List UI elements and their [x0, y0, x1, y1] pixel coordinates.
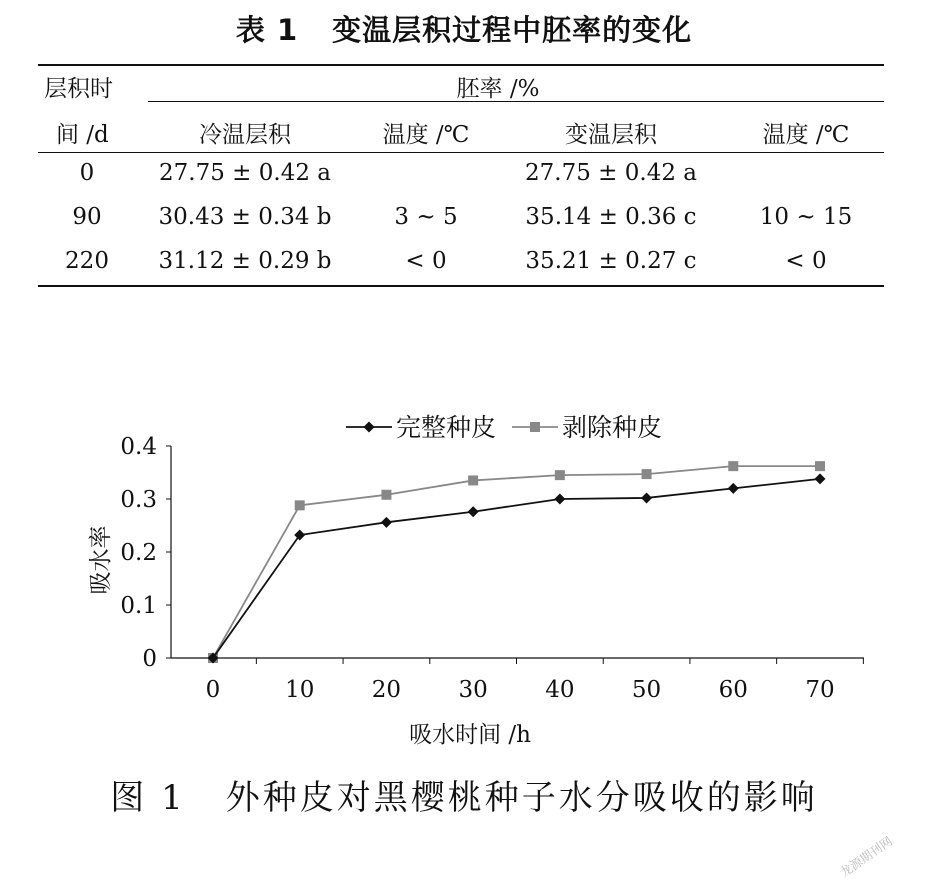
- table-label: 表 1: [235, 13, 299, 47]
- cold-value-cell: 31.12 ± 0.29 b: [158, 248, 332, 274]
- data-point: [728, 483, 739, 494]
- figure-caption-text: 外种皮对黑樱桃种子水分吸收的影响: [225, 778, 818, 818]
- y-axis-label: 吸水率: [88, 525, 114, 595]
- data-point: [555, 470, 565, 480]
- legend-marker: [364, 422, 375, 433]
- stub-header-line2: 间 /d: [56, 122, 109, 148]
- figure-caption: [0, 770, 928, 819]
- data-point: [381, 490, 391, 500]
- x-axis-label: 吸水时间 /h: [409, 722, 531, 748]
- data-point: [295, 500, 305, 510]
- group-header: 胚率 /%: [456, 76, 540, 102]
- col-header-cold-temp: 温度 /℃: [382, 122, 470, 148]
- x-tick-label: 20: [371, 677, 402, 703]
- data-point: [554, 494, 565, 505]
- data-point: [641, 492, 652, 503]
- var-temp-cell: < 0: [785, 248, 827, 274]
- x-tick-label: 0: [205, 677, 221, 703]
- table-title-text: 变温层积过程中胚率的变化: [332, 13, 693, 47]
- legend-label: 完整种皮: [396, 413, 497, 442]
- x-tick-label: 60: [718, 677, 748, 703]
- data-point: [815, 473, 826, 484]
- cold-temp-cell: < 0: [405, 248, 447, 274]
- x-tick-label: 10: [285, 677, 315, 703]
- cold-value-cell: 27.75 ± 0.42 a: [159, 160, 331, 186]
- cold-value-cell: 30.43 ± 0.34 b: [158, 204, 332, 230]
- y-tick-label: 0.2: [120, 540, 157, 566]
- legend-marker: [530, 422, 540, 432]
- watermark: 龙源期刊网: [837, 833, 895, 880]
- col-header-cold: 冷温层积: [199, 122, 291, 148]
- cold-temp-cell: 3 ~ 5: [394, 204, 458, 230]
- col-header-var: 变温层积: [565, 122, 657, 148]
- y-tick-label: 0.4: [120, 434, 157, 460]
- x-tick-label: 30: [458, 677, 488, 703]
- x-tick-label: 40: [545, 677, 575, 703]
- time-cell: 220: [65, 248, 109, 274]
- data-point: [468, 506, 479, 517]
- figure-label: 图 1: [110, 778, 186, 818]
- y-tick-label: 0.1: [120, 593, 157, 619]
- data-point: [468, 475, 478, 485]
- data-point: [815, 461, 825, 471]
- x-tick-label: 50: [631, 677, 662, 703]
- y-tick-label: 0: [142, 646, 157, 672]
- y-tick-label: 0.3: [120, 487, 157, 513]
- col-header-var-temp: 温度 /℃: [762, 122, 850, 148]
- data-point: [294, 530, 305, 541]
- data-point: [381, 517, 392, 528]
- time-cell: 0: [79, 160, 95, 186]
- x-tick-label: 70: [805, 677, 835, 703]
- data-point: [728, 461, 738, 471]
- var-value-cell: 35.21 ± 0.27 c: [525, 248, 697, 274]
- var-temp-cell: 10 ~ 15: [759, 204, 853, 230]
- time-cell: 90: [72, 204, 102, 230]
- series-line: [213, 466, 820, 658]
- var-value-cell: 27.75 ± 0.42 a: [525, 160, 697, 186]
- data-point: [642, 469, 652, 479]
- legend-label: 剥除种皮: [562, 413, 663, 442]
- var-value-cell: 35.14 ± 0.36 c: [525, 204, 697, 230]
- stub-header-line1: 层积时: [44, 76, 113, 102]
